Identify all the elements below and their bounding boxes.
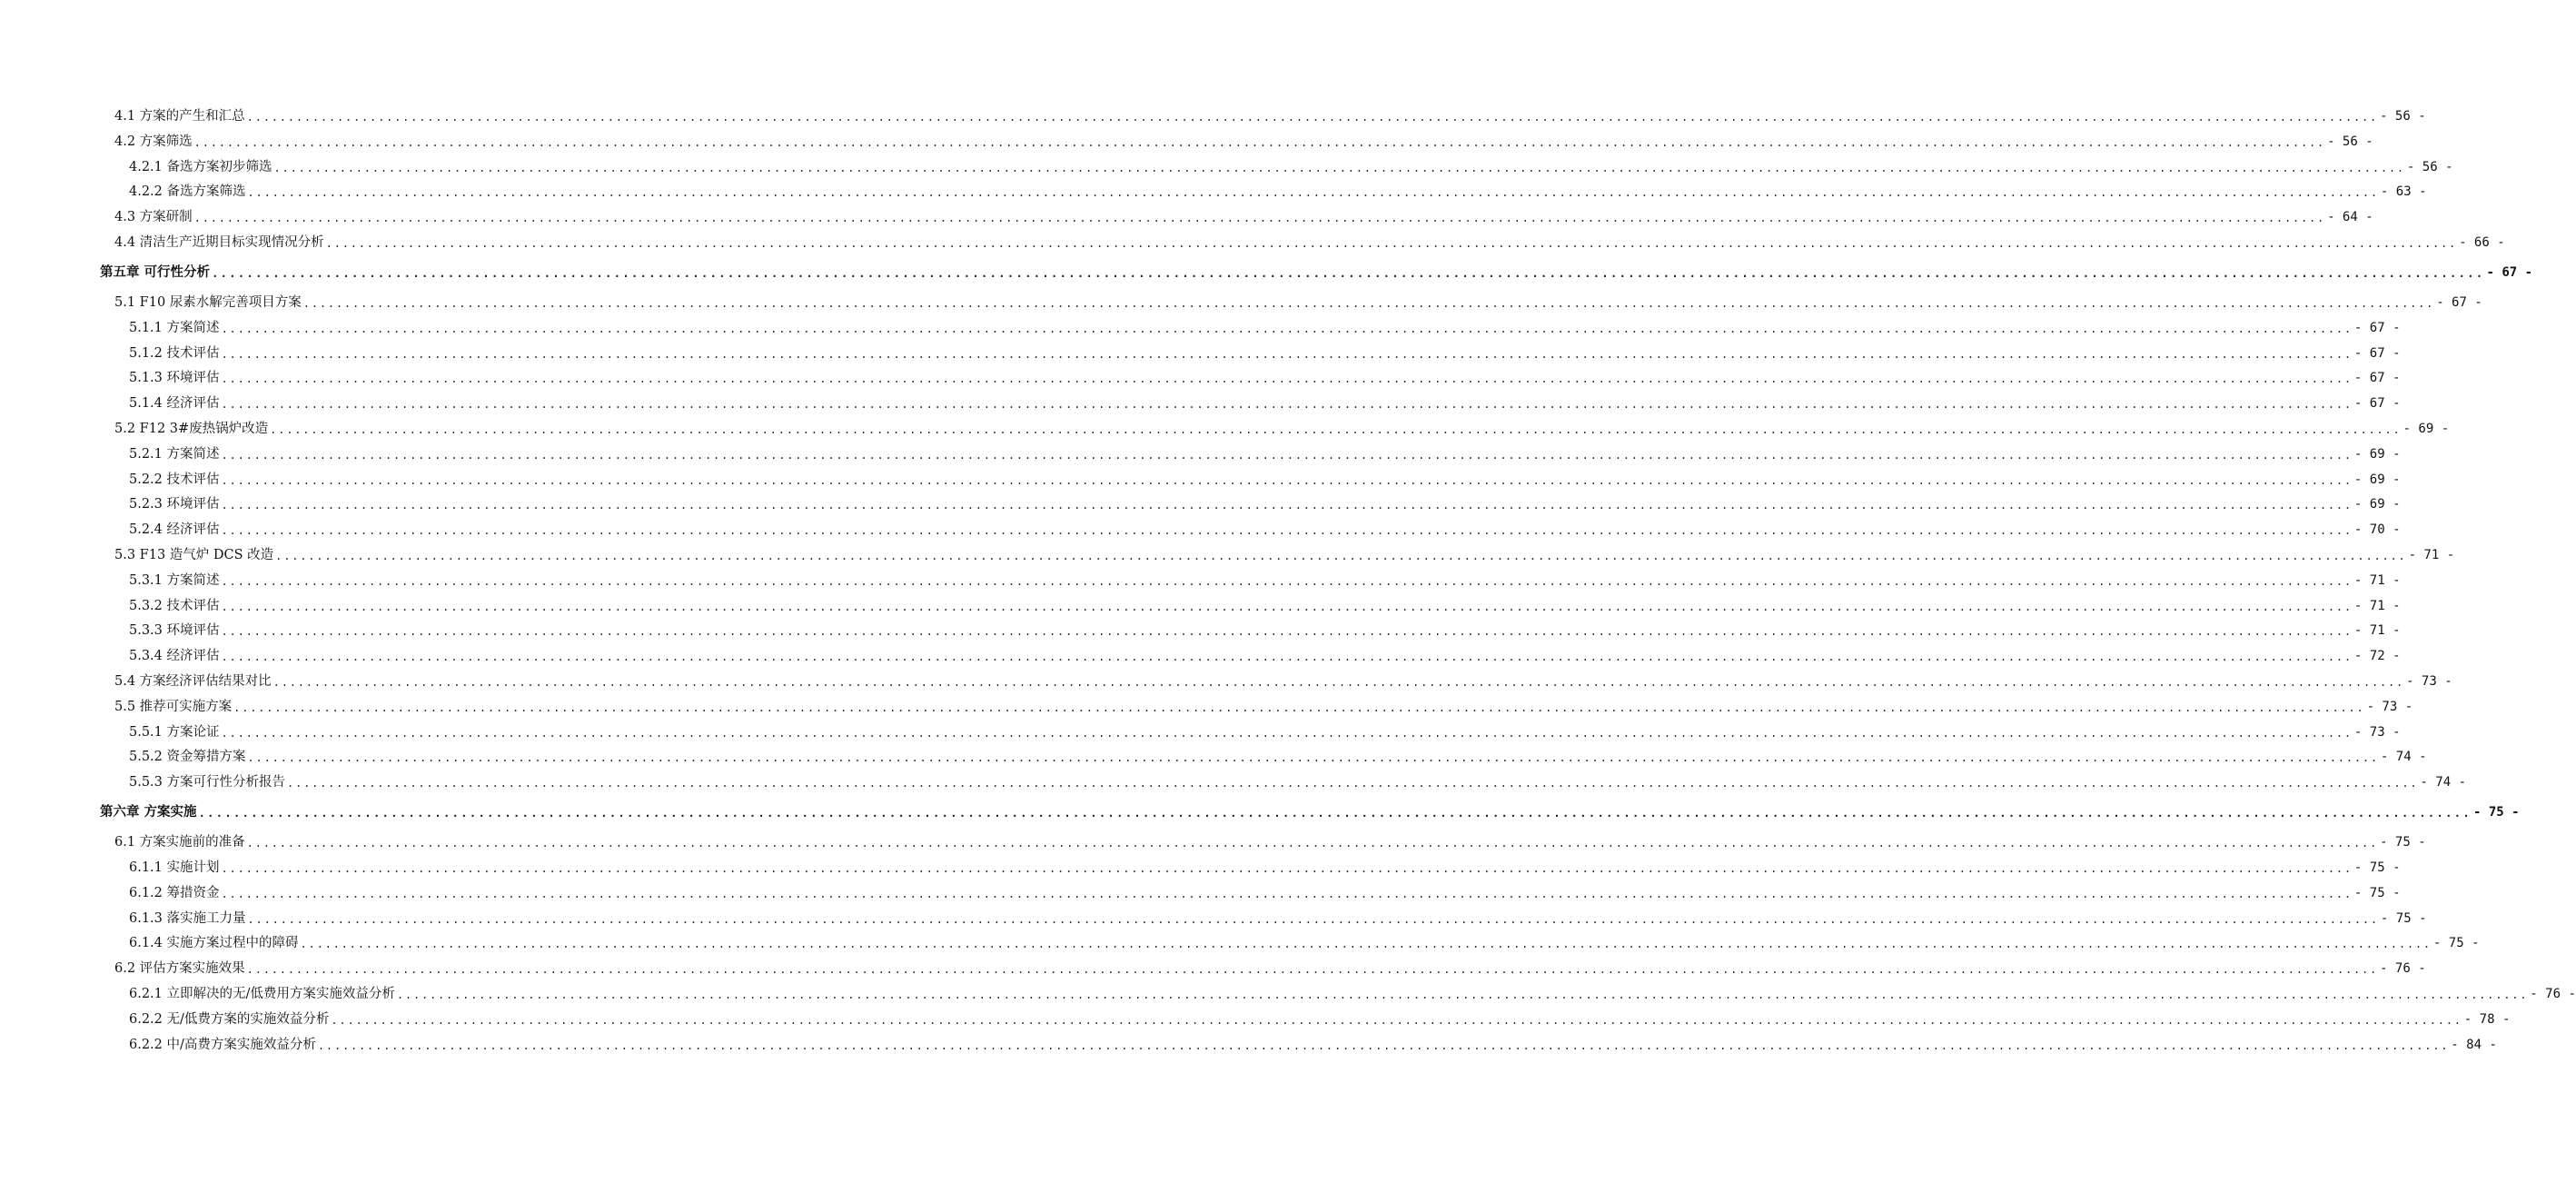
toc-dot-leader: .................................................................................................................................................................................................................................................................... xyxy=(221,373,2353,386)
toc-dot-leader: .................................................................................................................................................................................................................................................................... xyxy=(246,111,2379,124)
toc-entry-label: 5.5.3 方案可行性分析报告 xyxy=(129,775,286,790)
toc-dot-leader: .................................................................................................................................................................................................................................................................... xyxy=(221,448,2353,462)
toc-entry-label: 4.2 方案筛选 xyxy=(114,134,193,149)
toc-entry[interactable] xyxy=(129,720,2401,741)
toc-dot-leader: .................................................................................................................................................................................................................................................................... xyxy=(317,1039,2450,1052)
toc-entry[interactable] xyxy=(129,467,2401,489)
toc-entry-label: 5.2.3 环境评估 xyxy=(129,497,220,512)
toc-entry[interactable] xyxy=(129,770,2466,791)
toc-entry-label: 5.3 F13 造气炉 DCS 改造 xyxy=(114,548,274,562)
toc-dot-leader: .................................................................................................................................................................................................................................................................... xyxy=(221,398,2353,412)
toc-entry-label: 4.2.1 备选方案初步筛选 xyxy=(129,159,272,174)
toc-entry-label: 4.3 方案研制 xyxy=(114,210,193,225)
toc-page-number: - 72 - xyxy=(2353,649,2401,664)
toc-dot-leader: .................................................................................................................................................................................................................................................................... xyxy=(221,651,2353,664)
toc-dot-leader: .................................................................................................................................................................................................................................................................... xyxy=(198,807,2472,820)
toc-dot-leader: .................................................................................................................................................................................................................................................................... xyxy=(221,726,2353,740)
toc-entry-label: 5.1 F10 尿素水解完善项目方案 xyxy=(114,295,302,310)
toc-page-number: - 78 - xyxy=(2463,1011,2511,1027)
toc-dot-leader: .................................................................................................................................................................................................................................................................... xyxy=(193,135,2326,149)
toc-dot-leader: .................................................................................................................................................................................................................................................................... xyxy=(246,837,2379,850)
toc-entry[interactable] xyxy=(114,290,2482,312)
toc-page-number: - 67 - xyxy=(2353,371,2401,386)
toc-entry-label: 5.5.2 资金筹措方案 xyxy=(129,750,246,765)
toc-page-number: - 76 - xyxy=(2530,987,2576,1001)
toc-dot-leader: .................................................................................................................................................................................................................................................................... xyxy=(221,322,2353,335)
toc-page-number: - 75 - xyxy=(2472,805,2520,820)
toc-dot-leader: .................................................................................................................................................................................................................................................................... xyxy=(221,473,2353,487)
toc-entry[interactable] xyxy=(129,855,2401,877)
toc-entry[interactable] xyxy=(129,391,2401,413)
toc-page-number: - 67 - xyxy=(2353,320,2401,335)
toc-entry[interactable] xyxy=(129,179,2427,201)
toc-entry-label: 6.2.1 立即解决的无/低费用方案实施效益分析 xyxy=(129,987,395,1001)
toc-chapter-entry[interactable] xyxy=(100,260,2533,282)
toc-entry-label: 6.1.3 落实施工力量 xyxy=(129,910,246,926)
toc-page-number: - 73 - xyxy=(2353,724,2401,740)
toc-dot-leader: .................................................................................................................................................................................................................................................................... xyxy=(221,574,2353,588)
toc-dot-leader: .................................................................................................................................................................................................................................................................... xyxy=(325,237,2458,250)
toc-entry-label: 4.4 清洁生产近期目标实现情况分析 xyxy=(114,235,324,250)
toc-dot-leader: .................................................................................................................................................................................................................................................................... xyxy=(247,186,2379,200)
toc-page-number: - 56 - xyxy=(2406,159,2453,174)
toc-page-number: - 67 - xyxy=(2436,295,2482,310)
toc-page-number: - 71 - xyxy=(2353,572,2401,588)
toc-entry-label: 5.3.1 方案简述 xyxy=(129,572,220,588)
toc-entry[interactable] xyxy=(114,129,2373,151)
toc-page-number: - 69 - xyxy=(2353,446,2401,462)
toc-dot-leader: .................................................................................................................................................................................................................................................................... xyxy=(221,347,2353,361)
toc-page-number: - 67 - xyxy=(2486,265,2533,280)
toc-entry[interactable] xyxy=(129,365,2401,387)
toc-entry-label: 5.1.2 技术评估 xyxy=(129,345,220,361)
toc-entry[interactable] xyxy=(114,542,2455,564)
toc-entry-label: 5.1.3 环境评估 xyxy=(129,371,220,386)
toc-dot-leader: .................................................................................................................................................................................................................................................................... xyxy=(221,862,2353,875)
toc-entry-label: 5.3.2 技术评估 xyxy=(129,598,220,613)
toc-page-number: - 64 - xyxy=(2327,210,2373,225)
toc-dot-leader: .................................................................................................................................................................................................................................................................... xyxy=(302,297,2435,310)
toc-entry-label: 6.2 评估方案实施效果 xyxy=(114,961,245,977)
toc-page-number: - 74 - xyxy=(2420,775,2466,790)
toc-page-number: - 71 - xyxy=(2353,598,2401,613)
toc-entry[interactable] xyxy=(114,416,2450,438)
toc-entry[interactable] xyxy=(129,341,2401,363)
toc-page-number: - 75 - xyxy=(2432,936,2480,951)
toc-entry-label: 6.1.4 实施方案过程中的障碍 xyxy=(129,936,299,951)
toc-entry[interactable] xyxy=(129,517,2401,539)
toc-dot-leader: .................................................................................................................................................................................................................................................................... xyxy=(247,751,2379,765)
toc-chapter-entry[interactable] xyxy=(100,800,2520,821)
toc-page-number: - 69 - xyxy=(2353,472,2401,487)
toc-entry[interactable] xyxy=(114,204,2373,226)
toc-entry-label: 5.2.1 方案简述 xyxy=(129,446,220,462)
toc-entry-label: 5.2.2 技术评估 xyxy=(129,472,220,487)
toc-entry-label: 5.3.3 环境评估 xyxy=(129,623,220,639)
toc-entry[interactable] xyxy=(114,694,2413,716)
toc-entry[interactable] xyxy=(129,906,2427,928)
toc-page-number: - 71 - xyxy=(2408,548,2455,562)
toc-dot-leader: .................................................................................................................................................................................................................................................................... xyxy=(221,524,2353,538)
toc-page-number: - 67 - xyxy=(2353,396,2401,412)
toc-dot-leader: .................................................................................................................................................................................................................................................................... xyxy=(300,938,2432,951)
toc-entry[interactable] xyxy=(129,981,2576,1003)
toc-entry-label: 5.4 方案经济评估结果对比 xyxy=(114,674,272,689)
toc-dot-leader: .................................................................................................................................................................................................................................................................... xyxy=(193,212,2326,225)
toc-page-number: - 84 - xyxy=(2451,1037,2497,1052)
toc-page-number: - 56 - xyxy=(2327,134,2373,149)
toc-dot-leader: .................................................................................................................................................................................................................................................................... xyxy=(287,777,2419,790)
toc-dot-leader: .................................................................................................................................................................................................................................................................... xyxy=(221,625,2353,639)
toc-dot-leader: .................................................................................................................................................................................................................................................................... xyxy=(270,423,2402,436)
toc-page-number: - 70 - xyxy=(2353,522,2401,538)
toc-dot-leader: .................................................................................................................................................................................................................................................................... xyxy=(221,600,2353,613)
toc-entry-label: 5.5 推荐可实施方案 xyxy=(114,699,233,714)
toc-page-number: - 75 - xyxy=(2380,835,2426,850)
toc-dot-leader: .................................................................................................................................................................................................................................................................... xyxy=(221,887,2353,900)
toc-dot-leader: .................................................................................................................................................................................................................................................................... xyxy=(221,499,2353,512)
toc-entry[interactable] xyxy=(129,744,2427,766)
toc-entry[interactable] xyxy=(129,442,2401,463)
toc-dot-leader: .................................................................................................................................................................................................................................................................... xyxy=(272,676,2405,689)
toc-entry-label: 5.2.4 经济评估 xyxy=(129,522,220,538)
toc-dot-leader: .................................................................................................................................................................................................................................................................... xyxy=(247,912,2379,926)
toc-dot-leader: .................................................................................................................................................................................................................................................................... xyxy=(275,550,2407,562)
toc-page-number: - 75 - xyxy=(2353,885,2401,900)
toc-entry-label: 6.1.2 筹措资金 xyxy=(129,885,220,900)
toc-page-number: - 74 - xyxy=(2380,750,2427,765)
toc-dot-leader: .................................................................................................................................................................................................................................................................... xyxy=(233,701,2365,714)
toc-entry[interactable] xyxy=(129,315,2401,337)
toc-entry[interactable] xyxy=(129,593,2401,615)
toc-entry-label: 5.5.1 方案论证 xyxy=(129,724,220,740)
toc-entry[interactable] xyxy=(129,568,2401,590)
toc-page-number: - 67 - xyxy=(2353,345,2401,361)
toc-entry[interactable] xyxy=(114,230,2505,252)
toc-entry[interactable] xyxy=(129,1032,2497,1054)
toc-page-number: - 75 - xyxy=(2353,860,2401,875)
toc-page-number: - 73 - xyxy=(2366,699,2413,714)
toc-entry[interactable] xyxy=(129,1007,2511,1029)
toc-dot-leader: .................................................................................................................................................................................................................................................................... xyxy=(212,267,2485,280)
toc-page-number: - 71 - xyxy=(2353,623,2401,639)
toc-page-number: - 69 - xyxy=(2353,497,2401,512)
toc-entry-label: 第五章 可行性分析 xyxy=(100,265,211,280)
toc-page-number: - 66 - xyxy=(2459,235,2505,250)
toc-entry-label: 4.1 方案的产生和汇总 xyxy=(114,109,245,124)
toc-entry[interactable] xyxy=(129,618,2401,640)
toc-page-number: - 76 - xyxy=(2380,961,2426,977)
toc-entry[interactable] xyxy=(129,930,2480,952)
toc-entry[interactable] xyxy=(129,154,2453,176)
toc-page-number: - 75 - xyxy=(2380,910,2427,926)
toc-page-number: - 56 - xyxy=(2380,109,2426,124)
toc-entry-label: 4.2.2 备选方案筛选 xyxy=(129,184,246,200)
toc-entry[interactable] xyxy=(114,669,2452,691)
toc-entry[interactable] xyxy=(129,880,2401,902)
toc-entry-label: 5.2 F12 3#废热锅炉改造 xyxy=(114,422,269,436)
toc-page-number: - 69 - xyxy=(2403,422,2450,436)
toc-entry-label: 6.1.1 实施计划 xyxy=(129,860,220,875)
toc-dot-leader: .................................................................................................................................................................................................................................................................... xyxy=(396,989,2529,1001)
toc-entry-label: 第六章 方案实施 xyxy=(100,805,197,820)
toc-dot-leader: .................................................................................................................................................................................................................................................................... xyxy=(273,161,2405,174)
toc-dot-leader: .................................................................................................................................................................................................................................................................... xyxy=(331,1013,2462,1027)
toc-entry-label: 6.1 方案实施前的准备 xyxy=(114,835,245,850)
toc-entry-label: 6.2.2 无/低费方案的实施效益分析 xyxy=(129,1011,330,1027)
toc-entry-label: 5.1.1 方案简述 xyxy=(129,320,220,335)
toc-entry[interactable] xyxy=(129,643,2401,665)
toc-entry-label: 5.3.4 经济评估 xyxy=(129,649,220,664)
toc-page-number: - 63 - xyxy=(2380,184,2427,200)
toc-entry[interactable] xyxy=(114,104,2426,125)
toc-page-number: - 73 - xyxy=(2406,674,2452,689)
toc-entry-label: 6.2.2 中/高费方案实施效益分析 xyxy=(129,1037,316,1052)
toc-entry[interactable] xyxy=(129,492,2401,513)
toc-entry[interactable] xyxy=(114,956,2426,978)
toc-entry-label: 5.1.4 经济评估 xyxy=(129,396,220,412)
toc-entry[interactable] xyxy=(114,830,2426,851)
toc-dot-leader: .................................................................................................................................................................................................................................................................... xyxy=(246,963,2379,977)
